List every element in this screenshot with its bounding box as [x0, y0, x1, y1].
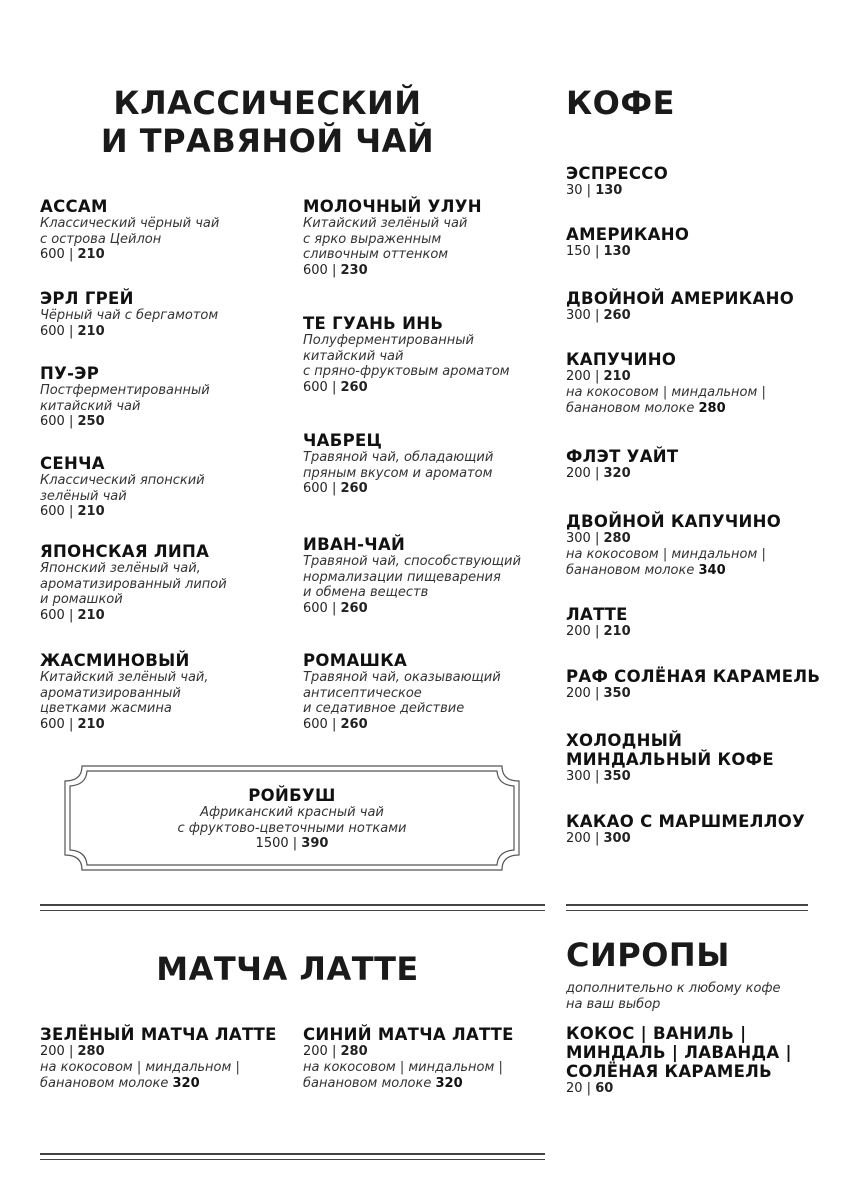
- matcha-item-alt-line2: [303, 1076, 514, 1092]
- separator: |: [64, 1044, 78, 1059]
- tea-item: [40, 289, 218, 340]
- volume: 200: [566, 369, 591, 384]
- coffee-item: [566, 350, 766, 416]
- tea-item-desc: с ярко выраженным: [303, 231, 442, 247]
- syrups-flavors: [566, 1024, 792, 1097]
- coffee-item: [566, 447, 678, 482]
- volume: 600: [40, 504, 65, 519]
- tea-item-price: [40, 247, 219, 263]
- volume: 600: [40, 607, 65, 623]
- tea-item: [40, 454, 205, 520]
- separator: |: [327, 481, 341, 496]
- separator: |: [590, 244, 604, 259]
- matcha-item-price: [303, 1044, 514, 1060]
- separator: |: [327, 600, 341, 616]
- tea-item: [40, 364, 210, 430]
- coffee-item: [566, 225, 689, 260]
- divider-left-top: [40, 904, 545, 906]
- tea-item-name: ТЕ ГУАНЬ ИНЬ: [303, 314, 444, 333]
- tea-item-name: СЕНЧА: [40, 454, 105, 473]
- volume: 30: [566, 183, 583, 198]
- matcha-item-name: ЗЕЛЁНЫЙ МАТЧА ЛАТТЕ: [40, 1025, 277, 1044]
- volume: 200: [40, 1044, 65, 1059]
- tea-item-desc: антисептическое: [303, 685, 422, 701]
- price-value: 210: [77, 716, 105, 732]
- coffee-item-name: ДВОЙНОЙ КАПУЧИНО: [566, 512, 782, 531]
- matcha-item-alt-line2: [40, 1076, 277, 1092]
- coffee-item-price: [566, 531, 781, 547]
- price-value: 260: [340, 379, 368, 395]
- tea-item-desc: Травяной чай, обладающий: [303, 450, 494, 465]
- tea-item-desc: пряным вкусом и ароматом: [303, 465, 493, 481]
- coffee-item-name: ЭСПРЕССО: [566, 164, 669, 183]
- syrups-flavors-line2: МИНДАЛЬ | ЛАВАНДА |: [566, 1043, 792, 1062]
- featured-desc-line1: Африканский красный чай: [200, 805, 384, 820]
- tea-item-name: ЯПОНСКАЯ ЛИПА: [40, 542, 210, 561]
- tea-item-desc: Китайский зелёный чай,: [40, 670, 209, 685]
- volume: 600: [303, 600, 328, 616]
- divider-right-top-thin: [566, 910, 808, 911]
- alt-price: 320: [435, 1075, 463, 1091]
- alt-price: 320: [172, 1075, 200, 1091]
- coffee-item-price: [566, 769, 774, 785]
- tea-item-price: [303, 717, 501, 733]
- price-value: 350: [603, 769, 631, 784]
- volume: 150: [566, 244, 591, 259]
- tea-item-price: [40, 504, 205, 520]
- coffee-item-price: [566, 369, 766, 385]
- tea-item-price: [40, 608, 227, 624]
- separator: |: [590, 308, 604, 323]
- separator: |: [590, 769, 604, 784]
- tea-item-price: [303, 481, 493, 497]
- price-value: 210: [77, 504, 105, 519]
- tea-item-desc: Травяной чай, способствующий: [303, 554, 521, 569]
- coffee-item-price: [566, 624, 631, 640]
- tea-item-name: ИВАН-ЧАЙ: [303, 535, 406, 554]
- volume: 600: [303, 481, 328, 496]
- tea-item-price: [303, 601, 521, 617]
- separator: |: [64, 247, 78, 262]
- alt-milk-label: банановом молоке: [566, 400, 695, 416]
- volume: 300: [566, 531, 591, 546]
- coffee-item: [566, 667, 820, 702]
- syrups-price: 20 | 60: [566, 1081, 614, 1096]
- coffee-section-title: КОФЕ: [566, 84, 675, 122]
- price-value: 130: [603, 244, 631, 259]
- tea-item-name: МОЛОЧНЫЙ УЛУН: [303, 197, 482, 216]
- matcha-item-alt-line1: на кокосовом | миндальном |: [40, 1060, 240, 1075]
- separator: |: [590, 624, 604, 639]
- tea-item-desc: зелёный чай: [40, 488, 127, 504]
- volume: 200: [566, 466, 591, 481]
- coffee-item-name: ДВОЙНОЙ АМЕРИКАНО: [566, 289, 795, 308]
- coffee-item-name: РАФ СОЛЁНАЯ КАРАМЕЛЬ: [566, 667, 821, 686]
- coffee-item-price: [566, 686, 820, 702]
- coffee-item-name: ФЛЭТ УАЙТ: [566, 447, 679, 466]
- tea-item-desc: ароматизированный: [40, 685, 181, 701]
- alt-price: 340: [698, 562, 726, 578]
- tea-item-name: ПУ-ЭР: [40, 364, 100, 383]
- tea-item-desc: цветками жасмина: [40, 701, 172, 716]
- matcha-item-alt-line1: на кокосовом | миндальном |: [303, 1060, 503, 1075]
- tea-item-price: [40, 717, 209, 733]
- coffee-item-price: [566, 183, 668, 199]
- tea-item-desc: Классический чёрный чай: [40, 216, 220, 231]
- coffee-item-price: [566, 308, 794, 324]
- tea-item-desc: и ромашкой: [40, 592, 123, 607]
- coffee-item-price: [566, 466, 678, 482]
- tea-item-name: ЖАСМИНОВЫЙ: [40, 651, 190, 670]
- coffee-item-name: МИНДАЛЬНЫЙ КОФЕ: [566, 750, 774, 769]
- tea-item-desc: с пряно-фруктовым ароматом: [303, 364, 510, 379]
- featured-desc-line2: с фруктово-цветочными нотками: [177, 820, 407, 836]
- tea-item: [303, 197, 482, 279]
- tea-item-desc: Травяной чай, оказывающий: [303, 670, 501, 685]
- coffee-item-name: КАПУЧИНО: [566, 350, 677, 369]
- divider-bottom-thin: [40, 1159, 545, 1160]
- separator: |: [327, 716, 341, 732]
- volume: 200: [566, 686, 591, 701]
- coffee-item-name: ЛАТТЕ: [566, 605, 628, 624]
- price-value: 210: [77, 607, 105, 623]
- coffee-item-alt-line1: на кокосовом | миндальном |: [566, 547, 766, 562]
- separator: |: [590, 831, 604, 846]
- tea-item-desc: Полуферментированный: [303, 333, 474, 348]
- volume: 600: [303, 262, 328, 278]
- separator: |: [590, 531, 604, 546]
- tea-item-desc: и обмена веществ: [303, 585, 429, 600]
- divider-left-top-thin: [40, 910, 545, 911]
- price-value: 260: [603, 308, 631, 323]
- coffee-item-price: [566, 244, 689, 260]
- matcha-item-price: [40, 1044, 277, 1060]
- syrups-flavors-line3: СОЛЁНАЯ КАРАМЕЛЬ: [566, 1062, 773, 1081]
- volume: 600: [303, 379, 328, 395]
- tea-item-desc: Китайский зелёный чай: [303, 216, 468, 231]
- tea-item-price: [40, 324, 218, 340]
- tea-item: [303, 431, 493, 497]
- tea-item-desc: Японский зелёный чай,: [40, 561, 201, 576]
- coffee-item-alt-line1: на кокосовом | миндальном |: [566, 385, 766, 400]
- divider-right-top: [566, 904, 808, 906]
- volume: 600: [303, 716, 328, 732]
- price-value: 350: [603, 686, 631, 701]
- coffee-item: [566, 512, 781, 578]
- tea-item-desc: Постферментированный: [40, 383, 210, 398]
- tea-item-name: РОМАШКА: [303, 651, 408, 670]
- volume: 200: [566, 624, 591, 639]
- alt-milk-label: банановом молоке: [40, 1075, 169, 1091]
- featured-price: 1500 | 390: [255, 836, 329, 851]
- separator: |: [590, 686, 604, 701]
- price-value: 210: [603, 369, 631, 384]
- coffee-item: [566, 289, 794, 324]
- coffee-item: [566, 164, 668, 199]
- matcha-item-name: СИНИЙ МАТЧА ЛАТТЕ: [303, 1025, 514, 1044]
- price-value: 210: [603, 624, 631, 639]
- price-value: 300: [603, 831, 631, 846]
- tea-item-desc: Чёрный чай с бергамотом: [40, 308, 219, 323]
- price-value: 230: [340, 262, 368, 278]
- syrups-note-line2: на ваш выбор: [566, 996, 661, 1012]
- volume: 300: [566, 308, 591, 323]
- separator: |: [327, 262, 341, 278]
- price-value: 210: [77, 247, 105, 262]
- separator: |: [590, 466, 604, 481]
- tea-item-price: [303, 263, 482, 279]
- price-value: 260: [340, 481, 368, 496]
- tea-item-desc: китайский чай: [40, 398, 141, 414]
- price-value: 210: [77, 323, 105, 339]
- tea-item-name: АССАМ: [40, 197, 108, 216]
- coffee-item-price: [566, 831, 805, 847]
- price-value: 280: [603, 531, 631, 546]
- coffee-item: [566, 812, 805, 847]
- tea-item: [40, 542, 227, 624]
- tea-item: [303, 535, 521, 617]
- tea-item-desc: Классический японский: [40, 473, 205, 488]
- coffee-item-name: АМЕРИКАНО: [566, 225, 690, 244]
- separator: |: [327, 1044, 341, 1059]
- separator: |: [64, 716, 78, 732]
- featured-name: РОЙБУШ: [248, 786, 336, 805]
- volume: 300: [566, 769, 591, 784]
- tea-item-name: ЭРЛ ГРЕЙ: [40, 289, 134, 308]
- tea-section-title: [40, 84, 495, 160]
- syrups-note: [566, 981, 781, 1012]
- separator: |: [64, 504, 78, 519]
- coffee-item: [566, 731, 774, 785]
- alt-milk-label: банановом молоке: [566, 562, 695, 578]
- tea-item: [303, 314, 510, 396]
- tea-item: [303, 651, 501, 733]
- separator: |: [327, 379, 341, 395]
- separator: |: [64, 414, 78, 429]
- coffee-item-alt-line2: [566, 563, 781, 579]
- tea-title-line1: КЛАССИЧЕСКИЙ: [113, 84, 422, 122]
- price-value: 320: [603, 466, 631, 481]
- tea-item-desc: китайский чай: [303, 348, 404, 364]
- price-value: 280: [77, 1044, 105, 1059]
- tea-item-desc: ароматизированный липой: [40, 576, 227, 592]
- coffee-item-name: КАКАО С МАРШМЕЛЛОУ: [566, 812, 806, 831]
- tea-item-desc: и седативное действие: [303, 701, 465, 716]
- separator: |: [590, 369, 604, 384]
- matcha-item: [303, 1025, 514, 1091]
- tea-item-name: ЧАБРЕЦ: [303, 431, 383, 450]
- tea-item: [40, 197, 219, 263]
- separator: |: [64, 607, 78, 623]
- volume: 200: [303, 1044, 328, 1059]
- tea-item-price: [303, 380, 510, 396]
- tea-item-desc: сливочным оттенком: [303, 247, 449, 262]
- tea-title-line2: И ТРАВЯНОЙ ЧАЙ: [100, 122, 435, 160]
- alt-price: 280: [698, 400, 726, 416]
- alt-milk-label: банановом молоке: [303, 1075, 432, 1091]
- featured-item-rooibos: [62, 786, 522, 852]
- separator: |: [64, 323, 78, 339]
- syrups-note-line1: дополнительно к любому кофе: [566, 981, 781, 996]
- volume: 600: [40, 247, 65, 262]
- matcha-section-title: МАТЧА ЛАТТЕ: [156, 950, 419, 988]
- price-value: 260: [340, 716, 368, 732]
- coffee-item-alt-line2: [566, 401, 766, 417]
- divider-bottom: [40, 1153, 545, 1155]
- price-value: 280: [340, 1044, 368, 1059]
- volume: 600: [40, 716, 65, 732]
- tea-item-desc: с острова Цейлон: [40, 231, 162, 247]
- separator: |: [582, 183, 596, 198]
- volume: 600: [40, 414, 65, 429]
- price-value: 250: [77, 414, 105, 429]
- tea-item: [40, 651, 209, 733]
- tea-item-price: [40, 414, 210, 430]
- volume: 600: [40, 323, 65, 339]
- matcha-item: [40, 1025, 277, 1091]
- coffee-item: [566, 605, 631, 640]
- price-value: 130: [595, 183, 623, 198]
- volume: 200: [566, 831, 591, 846]
- syrups-flavors-line1: КОКОС | ВАНИЛЬ |: [566, 1024, 747, 1043]
- tea-item-desc: нормализации пищеварения: [303, 569, 501, 585]
- price-value: 260: [340, 600, 368, 616]
- coffee-item-name: ХОЛОДНЫЙ: [566, 731, 683, 750]
- syrups-section-title: СИРОПЫ: [566, 936, 730, 974]
